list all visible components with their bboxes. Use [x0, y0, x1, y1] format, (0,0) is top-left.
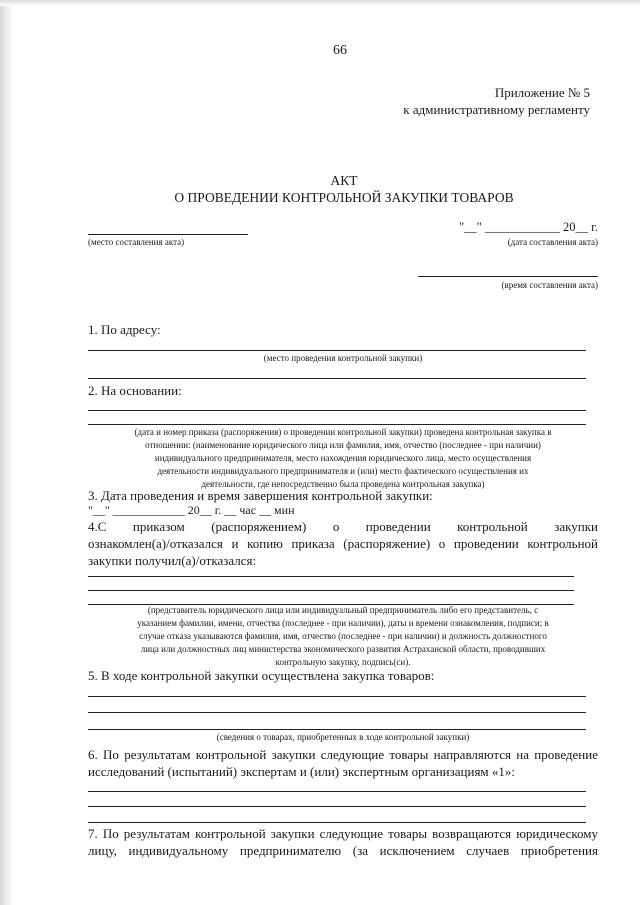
title-line-1: АКТ: [330, 173, 358, 188]
title-line-2: О ПРОВЕДЕНИИ КОНТРОЛЬНОЙ ЗАКУПКИ ТОВАРОВ: [174, 190, 514, 205]
date-line: "__" ____________ 20__ г.: [459, 220, 598, 234]
section-4-caption: [88, 604, 598, 669]
section-5-line-b: [88, 712, 586, 713]
section-4-word: закупки: [554, 519, 598, 534]
section-4-line-1: [88, 519, 598, 535]
appendix-block: [403, 84, 590, 118]
section-4-word: 4.С: [88, 519, 107, 534]
section-5-line-c: [88, 729, 586, 730]
section-6-line-a: [88, 791, 586, 792]
scan-edge-top: [0, 0, 640, 6]
section-4-caption-line: контрольную закупку, подпись(си).: [275, 657, 411, 667]
time-caption: (время составления акта): [501, 280, 598, 290]
section-1-line: [88, 350, 586, 351]
section-6-line-1: 6. По результатам контрольной закупки следующие товары направляются на проведение: [88, 747, 598, 762]
section-4-word: проведении: [365, 519, 431, 534]
section-4-line-b: [88, 590, 574, 591]
document-title: [88, 172, 600, 206]
section-3-label: 3. Дата проведения и время завершения контрольной закупки:: [88, 488, 433, 503]
section-2-caption-line: отношении: (наименование юридического лица или фамилия, имя, отчество (последнее - при наличии): [145, 440, 541, 450]
section-2-caption-line: (дата и номер приказа (распоряжения) о проведении контрольной закупки) проведена контрольная закупка в: [134, 427, 552, 437]
section-4-word: (распоряжением): [211, 519, 307, 534]
section-2-top-line: [88, 378, 586, 379]
place-caption: (место составления акта): [88, 237, 185, 247]
page-number: 66: [333, 43, 347, 58]
section-4-line-3: закупки получил(а)/отказался:: [88, 553, 257, 568]
section-7-line-2: лицу, индивидуальному предпринимателю (за исключением случаев приобретения: [88, 843, 598, 858]
section-2-caption: [88, 426, 598, 491]
date-caption: (дата составления акта): [507, 237, 598, 247]
section-6-line-c: [88, 822, 586, 823]
section-4-line-a: [88, 576, 574, 577]
section-2-line-b: [88, 424, 586, 425]
section-2-caption-line: деятельности, где непосредственно была проведена контрольная закупка): [201, 479, 485, 489]
section-5-caption: (сведения о товарах, приобретенных в ходе контрольной закупки): [216, 732, 470, 742]
section-4-caption-line: (представитель юридического лица или индивидуальный предприниматель либо его представитель, с: [147, 605, 539, 615]
appendix-line-1: Приложение № 5: [494, 85, 590, 100]
section-6-line-2: исследований (испытаний) экспертам и (или) экспертным организациям «1»:: [88, 764, 516, 779]
section-2-label: 2. На основании:: [88, 383, 182, 398]
appendix-line-2: к административному регламенту: [403, 102, 590, 117]
section-2-caption-line: индивидуального предпринимателя, место нахождения юридического лица, место осуществления: [154, 453, 532, 463]
section-4-word: контрольной: [457, 519, 528, 534]
place-line: [88, 234, 248, 235]
section-7-line-1: 7. По результатам контрольной закупки следующие товары возвращаются юридическому: [88, 826, 598, 841]
section-5-label: 5. В ходе контрольной закупки осуществлена закупка товаров:: [88, 668, 435, 683]
section-1-caption: (место проведения контрольной закупки): [263, 353, 423, 363]
scan-edge-left: [0, 0, 14, 905]
section-4-line-2: ознакомлен(а)/отказался и копию приказа (распоряжение) о проведении контрольной: [88, 536, 598, 551]
section-4-word: о: [332, 519, 340, 534]
time-line: [418, 276, 598, 277]
section-5-line-a: [88, 696, 586, 697]
section-4-word: приказом: [132, 519, 185, 534]
section-2-caption-line: деятельности индивидуального предпринимателя и (или) место фактического осуществления их: [157, 466, 529, 476]
section-4-caption-line: случае отказа указываются фамилия, имя, отчество (последнее - при наличии) и должность должностного: [139, 631, 547, 641]
section-4-caption-line: лица или должностных лиц министерства экономического развития Астраханской области, проводивших: [140, 644, 546, 654]
section-3-line: "__" ____________ 20__ г. __ час __ мин: [88, 503, 295, 517]
section-4-caption-line: указанием фамилии, имени, отчества (последнее - при наличии), даты и времени ознакомления, подписи; в: [137, 618, 549, 628]
section-1-label: 1. По адресу:: [88, 322, 161, 337]
section-6-line-b: [88, 806, 586, 807]
section-2-line-a: [88, 410, 586, 411]
